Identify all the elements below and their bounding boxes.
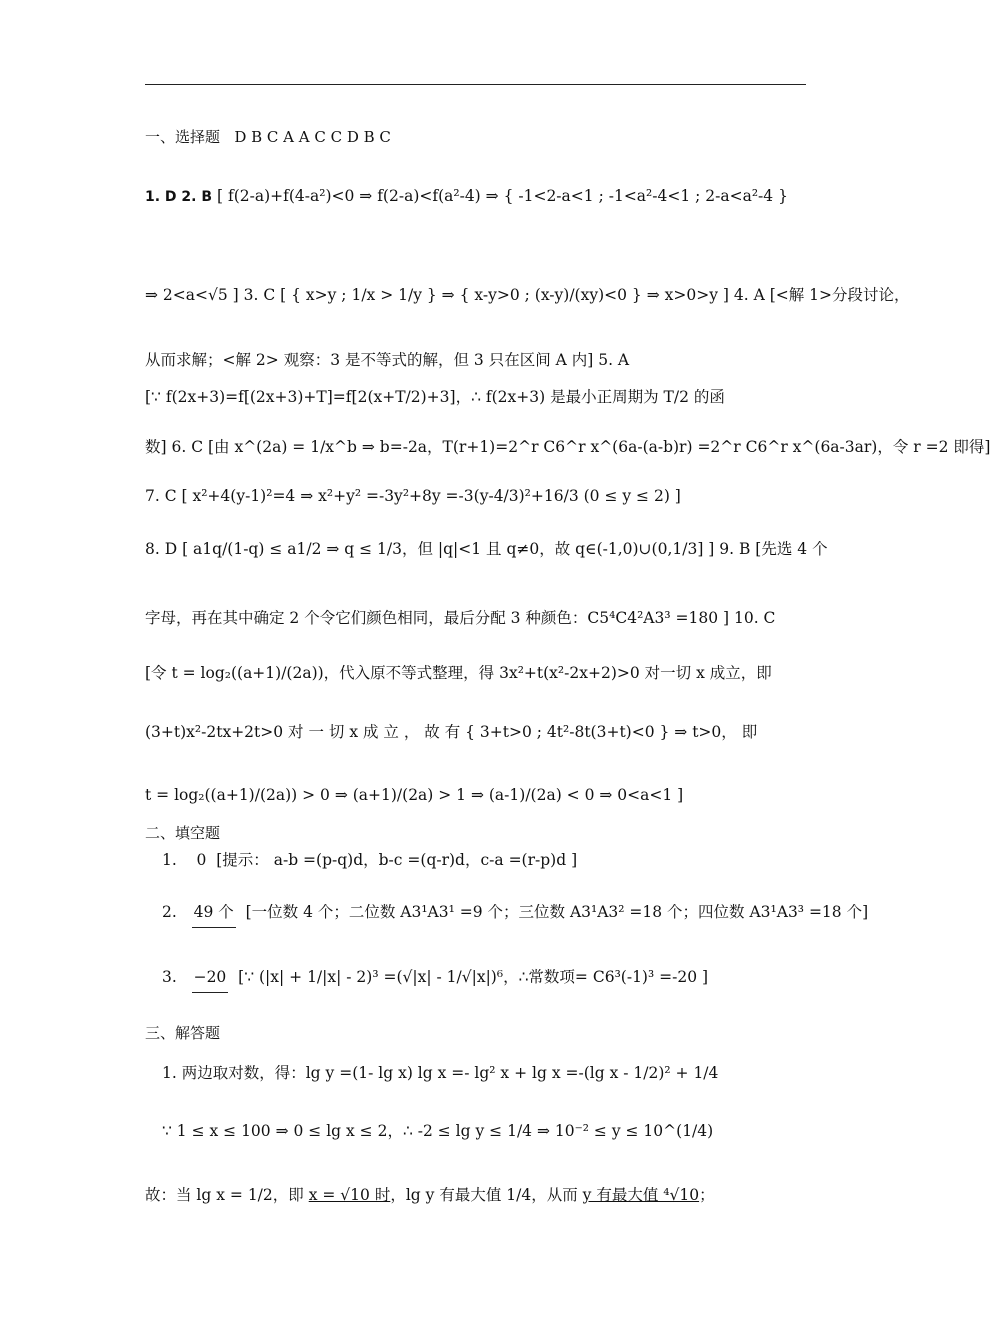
top-rule <box>145 84 806 85</box>
section2-header: 二、填空题 <box>145 824 221 842</box>
fill-1 <box>162 845 824 875</box>
answer-10-part2: (3+t)x²-2tx+2t>0 对 一 切 x 成 立 ， 故 有 { 3+t>0 ; 4t²-8t(3+t)<0 } ⇒ t>0， 即 <box>145 723 758 741</box>
section1-header: 一、选择题 <box>145 128 221 146</box>
answer-9-10: 字母，再在其中确定 2 个令它们颜色相同，最后分配 3 种颜色：C5⁴C4²A3³ =180 ] 10. C <box>145 609 776 627</box>
fill-1-text: [提示： a-b =(p-q)d，b-c =(q-r)d，c-a =(r-p)d ] <box>216 851 578 869</box>
answer-10-part3: t = log₂((a+1)/(2a)) > 0 ⇒ (a+1)/(2a) > 1 ⇒ (a-1)/(2a) < 0 ⇒ 0<a<1 ] <box>145 786 684 804</box>
solution-1-line2: ∵ 1 ≤ x ≤ 100 ⇒ 0 ≤ lg x ≤ 2，∴ -2 ≤ lg y ≤ 1/4 ⇒ 10⁻² ≤ y ≤ 10^(1/4) <box>162 1122 714 1140</box>
solution-x-value: x = √10 时 <box>308 1186 391 1204</box>
solution-conclusion-end: ； <box>699 1186 715 1204</box>
answer-4-5: 从而求解；<解 2> 观察：3 是不等式的解，但 3 只在区间 A 内] 5. A <box>145 351 630 369</box>
answer-10-part1: [令 t = log₂((a+1)/(2a))，代入原不等式整理，得 3x²+t(x²-2x+2)>0 对一切 x 成立，即 <box>145 664 772 682</box>
answer-1-2 <box>145 181 807 212</box>
fill-3-text: [∵ (|x| + 1/|x| - 2)³ =(√|x| - 1/√|x|)⁶，∴常数项= C6³(-1)³ =-20 ] <box>238 968 709 986</box>
fill-3 <box>162 962 824 993</box>
fill-2-number: 2. <box>162 903 177 921</box>
solution-conclusion-prefix: 故：当 lg x = 1/2，即 <box>145 1186 304 1204</box>
section3-header: 三、解答题 <box>145 1024 221 1042</box>
answer-7: 7. C [ x²+4(y-1)²=4 ⇒ x²+y² =-3y²+8y =-3(y-4/3)²+16/3 (0 ≤ y ≤ 2) ] <box>145 487 681 505</box>
fill-1-number: 1. <box>162 851 177 869</box>
answer-8-9: 8. D [ a1q/(1-q) ≤ a1/2 ⇒ q ≤ 1/3，但 |q|<1 且 q≠0，故 q∈(-1,0)∪(0,1/3] ] 9. B [先选 4 个 <box>145 540 828 558</box>
fill-2-answer: 49 个 <box>192 897 236 928</box>
answer-6: 数] 6. C [由 x^(2a) = 1/x^b ⇒ b=-2a，T(r+1)=2^r C6^r x^(6a-(a-b)r) =2^r C6^r x^(6a-3ar)，令 r =2 即得] <box>145 438 990 456</box>
answer-3-4: ⇒ 2<a<√5 ] 3. C [ { x>y ; 1/x > 1/y } ⇒ { x-y>0 ; (x-y)/(xy)<0 } ⇒ x>0>y ] 4. A [<解 1>分段讨论， <box>145 286 910 304</box>
section1-answers: D B C A A C C D B C <box>234 128 391 146</box>
section1-row <box>145 122 807 152</box>
solution-conclusion-mid: ，lg y 有最大值 1/4，从而 <box>390 1186 578 1204</box>
solution-y-max: y 有最大值 ⁴√10 <box>582 1186 700 1204</box>
answer-2-explanation: [ f(2-a)+f(4-a²)<0 ⇒ f(2-a)<f(a²-4) ⇒ { -1<2-a<1 ; -1<a²-4<1 ; 2-a<a²-4 } <box>216 187 788 205</box>
fill-2 <box>162 897 869 928</box>
fill-2-text: [一位数 4 个；二位数 A3¹A3¹ =9 个；三位数 A3¹A3² =18 个；四位数 A3¹A3³ =18 个] <box>245 903 869 921</box>
fill-1-answer: 0 <box>196 851 207 869</box>
fill-3-answer: −20 <box>192 962 229 993</box>
answer-label-1-2: 1. D 2. B <box>145 189 213 205</box>
fill-3-number: 3. <box>162 968 177 986</box>
solution-1-line3 <box>145 1180 807 1210</box>
answer-5-explanation: [∵ f(2x+3)=f[(2x+3)+T]=f[2(x+T/2)+3]，∴ f(2x+3) 是最小正周期为 T/2 的函 <box>145 388 725 406</box>
solution-1-line1: 1. 两边取对数，得：lg y =(1- lg x) lg x =- lg² x + lg x =-(lg x - 1/2)² + 1/4 <box>162 1064 719 1082</box>
